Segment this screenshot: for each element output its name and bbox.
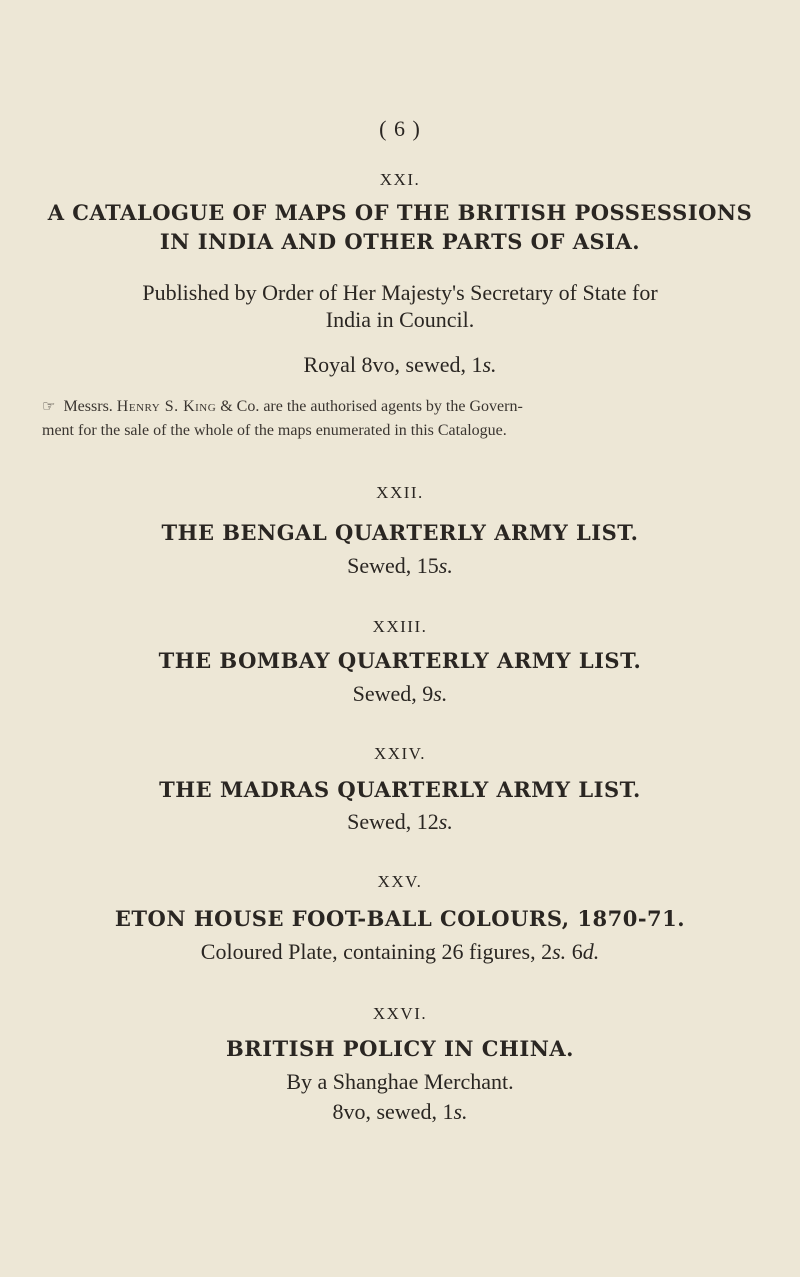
entry-title-xxv: ETON HOUSE FOOT-BALL COLOURS, 1870-71. xyxy=(114,906,686,931)
entry-numeral-xxvi: XXVI. xyxy=(372,1004,428,1023)
entry-price-xxvi: 8vo, sewed, 1s. xyxy=(332,1099,468,1124)
entry-numeral-xxi: XXI. xyxy=(379,170,421,189)
agents-note-line1: ☞ Messrs. Henry S. King & Co. are the authorised agents by the Govern- xyxy=(42,398,523,415)
page-number: ( 6 ) xyxy=(379,116,421,141)
entry-title-xxiv: THE MADRAS QUARTERLY ARMY LIST. xyxy=(159,777,641,802)
entry-numeral-xxv: XXV. xyxy=(377,872,423,891)
entry-title-xxi-line2: IN INDIA AND OTHER PARTS OF ASIA. xyxy=(159,229,641,254)
entry-title-xxii: THE BENGAL QUARTERLY ARMY LIST. xyxy=(161,520,639,545)
agents-note-line2: ment for the sale of the whole of the maps enumerated in this Catalogue. xyxy=(42,422,507,439)
entry-body-xxi-line1: Published by Order of Her Majesty's Secretary of State for xyxy=(142,280,658,305)
entry-title-xxi-line1: A CATALOGUE OF MAPS OF THE BRITISH POSSESSIONS xyxy=(47,200,753,225)
entry-title-xxvi: BRITISH POLICY IN CHINA. xyxy=(226,1036,574,1061)
entry-desc-xxv: Coloured Plate, containing 26 figures, 2s. 6d. xyxy=(200,939,600,964)
entry-title-xxiii: THE BOMBAY QUARTERLY ARMY LIST. xyxy=(158,648,642,673)
entry-price-xxiii: Sewed, 9s. xyxy=(352,681,448,706)
entry-numeral-xxiii: XXIII. xyxy=(372,617,428,636)
entry-price-xxii: Sewed, 15s. xyxy=(347,553,453,578)
entry-numeral-xxiv: XXIV. xyxy=(373,744,427,763)
pointing-hand-icon: ☞ xyxy=(42,399,56,415)
agents-note xyxy=(42,395,762,442)
entry-numeral-xxii: XXII. xyxy=(376,483,424,502)
entry-byline-xxvi: By a Shanghae Merchant. xyxy=(286,1069,514,1094)
entry-price-xxi: Royal 8vo, sewed, 1s. xyxy=(303,352,497,377)
entry-price-xxiv: Sewed, 12s. xyxy=(347,809,453,834)
entry-body-xxi-line2: India in Council. xyxy=(325,307,475,332)
